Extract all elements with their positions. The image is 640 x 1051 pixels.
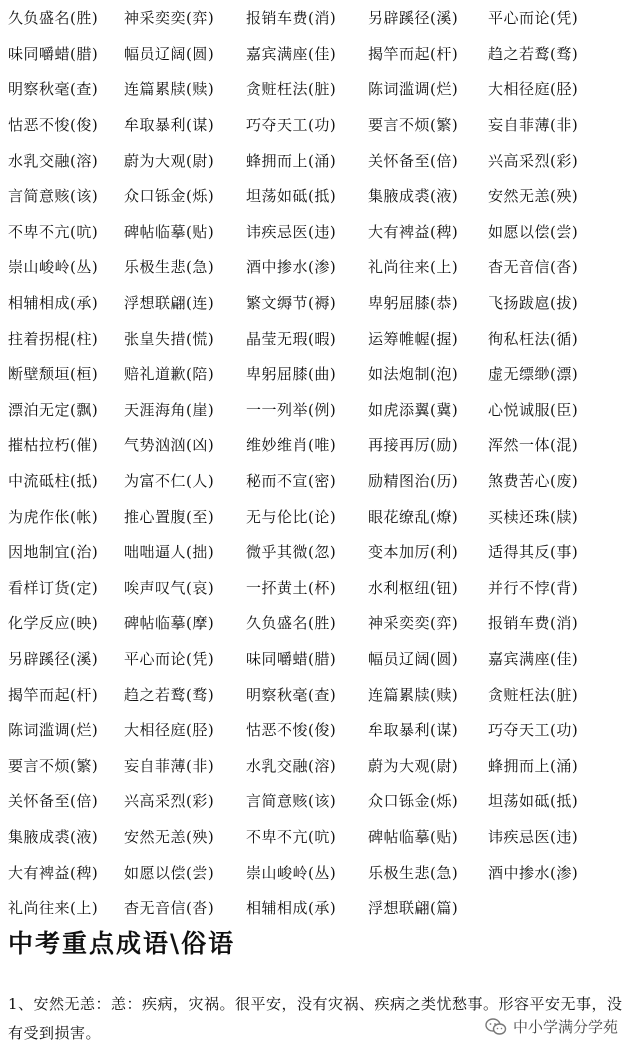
section-heading: 中考重点成语\俗语 bbox=[8, 929, 236, 958]
idiom-cell: 大相径庭(胫) bbox=[124, 721, 215, 740]
idiom-cell: 崇山峻岭(丛) bbox=[246, 863, 337, 882]
idiom-cell: 另辟蹊径(溪) bbox=[368, 9, 459, 28]
idiom-cell: 杳无音信(沓) bbox=[488, 258, 579, 277]
idiom-cell: 为虎作伥(帐) bbox=[8, 507, 99, 526]
idiom-row bbox=[0, 570, 640, 606]
idiom-cell: 牟取暴利(谋) bbox=[124, 116, 215, 135]
idiom-row bbox=[0, 71, 640, 107]
idiom-cell: 酒中掺水(渗) bbox=[246, 258, 337, 277]
idiom-cell: 平心而论(凭) bbox=[124, 649, 215, 668]
idiom-row bbox=[0, 890, 640, 926]
idiom-cell: 虚无缥缈(漂) bbox=[488, 365, 579, 384]
idiom-row bbox=[0, 676, 640, 712]
idiom-cell: 运筹帷幄(握) bbox=[368, 329, 459, 348]
idiom-row bbox=[0, 463, 640, 499]
idiom-cell: 讳疾忌医(违) bbox=[488, 827, 579, 846]
idiom-cell: 变本加厉(利) bbox=[368, 543, 459, 562]
idiom-cell: 一抔黄土(杯) bbox=[246, 578, 337, 597]
watermark-text: 中小学满分学苑 bbox=[512, 1018, 618, 1036]
idiom-cell: 为富不仁(人) bbox=[124, 472, 215, 491]
idiom-cell: 嘉宾满座(佳) bbox=[246, 44, 337, 63]
idiom-cell: 再接再厉(励) bbox=[368, 436, 459, 455]
idiom-cell: 众口铄金(烁) bbox=[368, 792, 459, 811]
idiom-row bbox=[0, 107, 640, 143]
idiom-cell: 不卑不亢(吭) bbox=[246, 827, 337, 846]
idiom-cell: 赔礼道歉(陪) bbox=[124, 365, 215, 384]
idiom-cell: 并行不悖(背) bbox=[488, 578, 579, 597]
idiom-cell: 言简意赅(该) bbox=[8, 187, 99, 206]
idiom-cell: 贪赃枉法(脏) bbox=[246, 80, 337, 99]
idiom-explanation-entry: 1、安然无恙：恙：疾病，灾祸。很平安，没有灾祸、疾病之类忧愁事。形容平安无事，没有受到损害。 bbox=[8, 995, 623, 1042]
idiom-cell: 趋之若鹜(骛) bbox=[124, 685, 215, 704]
idiom-cell: 水乳交融(溶) bbox=[246, 756, 337, 775]
idiom-cell: 礼尚往来(上) bbox=[368, 258, 459, 277]
idiom-cell: 讳疾忌医(违) bbox=[246, 222, 337, 241]
idiom-row bbox=[0, 36, 640, 72]
idiom-cell: 杳无音信(沓) bbox=[124, 899, 215, 918]
idiom-cell: 因地制宜(治) bbox=[8, 543, 99, 562]
idiom-cell: 蜂拥而上(涌) bbox=[246, 151, 337, 170]
idiom-row bbox=[0, 641, 640, 677]
idiom-cell: 趋之若鹜(骛) bbox=[488, 44, 579, 63]
idiom-cell: 适得其反(事) bbox=[488, 543, 579, 562]
idiom-cell: 徇私枉法(循) bbox=[488, 329, 579, 348]
idiom-cell: 巧夺天工(功) bbox=[246, 116, 337, 135]
idiom-cell: 晶莹无瑕(暇) bbox=[246, 329, 337, 348]
idiom-cell: 报销车费(消) bbox=[488, 614, 579, 633]
idiom-cell: 久负盛名(胜) bbox=[8, 9, 99, 28]
idiom-cell: 酒中掺水(渗) bbox=[488, 863, 579, 882]
idiom-cell: 化学反应(映) bbox=[8, 614, 99, 633]
idiom-cell: 明察秋毫(查) bbox=[8, 80, 99, 99]
idiom-cell: 推心置腹(至) bbox=[124, 507, 215, 526]
idiom-cell: 兴高采烈(彩) bbox=[488, 151, 579, 170]
idiom-cell: 安然无恙(殃) bbox=[124, 827, 215, 846]
idiom-cell: 碑帖临摹(摩) bbox=[124, 614, 215, 633]
idiom-cell: 崇山峻岭(丛) bbox=[8, 258, 99, 277]
idiom-cell: 碑帖临摹(贴) bbox=[124, 222, 215, 241]
idiom-cell: 如愿以偿(尝) bbox=[124, 863, 215, 882]
idiom-cell: 维妙维肖(唯) bbox=[246, 436, 337, 455]
idiom-cell: 集腋成裘(液) bbox=[8, 827, 99, 846]
idiom-cell: 浮想联翩(篇) bbox=[368, 899, 459, 918]
idiom-row bbox=[0, 534, 640, 570]
idiom-cell: 巧夺天工(功) bbox=[488, 721, 579, 740]
idiom-cell: 卑躬屈膝(恭) bbox=[368, 294, 459, 313]
idiom-cell: 励精图治(历) bbox=[368, 472, 459, 491]
idiom-cell: 幅员辽阔(圆) bbox=[368, 649, 459, 668]
idiom-cell: 牟取暴利(谋) bbox=[368, 721, 459, 740]
idiom-row bbox=[0, 285, 640, 321]
idiom-cell: 集腋成裘(液) bbox=[368, 187, 459, 206]
idiom-cell: 久负盛名(胜) bbox=[246, 614, 337, 633]
idiom-cell: 心悦诚服(臣) bbox=[488, 400, 579, 419]
idiom-cell: 唉声叹气(哀) bbox=[124, 578, 215, 597]
idiom-cell: 幅员辽阔(圆) bbox=[124, 44, 215, 63]
idiom-cell: 揭竿而起(杆) bbox=[8, 685, 99, 704]
idiom-cell: 气势汹汹(凶) bbox=[124, 436, 215, 455]
idiom-row bbox=[0, 178, 640, 214]
idiom-cell: 浮想联翩(连) bbox=[124, 294, 215, 313]
idiom-cell: 浑然一体(混) bbox=[488, 436, 579, 455]
wechat-icon bbox=[485, 1018, 507, 1036]
idiom-cell: 煞费苦心(废) bbox=[488, 472, 579, 491]
idiom-cell: 相辅相成(承) bbox=[8, 294, 99, 313]
idiom-row bbox=[0, 0, 640, 36]
idiom-cell: 大有裨益(稗) bbox=[368, 222, 459, 241]
idiom-cell: 中流砥柱(抵) bbox=[8, 472, 99, 491]
idiom-row bbox=[0, 498, 640, 534]
idiom-cell: 飞扬跋扈(拔) bbox=[488, 294, 579, 313]
idiom-cell: 蔚为大观(尉) bbox=[368, 756, 459, 775]
idiom-cell: 坦荡如砥(抵) bbox=[246, 187, 337, 206]
idiom-cell: 碑帖临摹(贴) bbox=[368, 827, 459, 846]
idiom-cell: 大相径庭(胫) bbox=[488, 80, 579, 99]
idiom-row bbox=[0, 747, 640, 783]
idiom-row bbox=[0, 249, 640, 285]
idiom-cell: 兴高采烈(彩) bbox=[124, 792, 215, 811]
idiom-row bbox=[0, 320, 640, 356]
idiom-cell: 乐极生悲(急) bbox=[124, 258, 215, 277]
idiom-cell: 相辅相成(承) bbox=[246, 899, 337, 918]
idiom-cell: 张皇失措(慌) bbox=[124, 329, 215, 348]
idiom-cell: 如法炮制(泡) bbox=[368, 365, 459, 384]
idiom-row bbox=[0, 427, 640, 463]
idiom-row bbox=[0, 605, 640, 641]
idiom-row bbox=[0, 854, 640, 890]
idiom-cell: 嘉宾满座(佳) bbox=[488, 649, 579, 668]
idiom-cell: 咄咄逼人(拙) bbox=[124, 543, 215, 562]
idiom-cell: 安然无恙(殃) bbox=[488, 187, 579, 206]
idiom-cell: 蜂拥而上(涌) bbox=[488, 756, 579, 775]
idiom-cell: 一一列举(例) bbox=[246, 400, 337, 419]
idiom-cell: 关怀备至(倍) bbox=[8, 792, 99, 811]
idiom-cell: 漂泊无定(飘) bbox=[8, 400, 99, 419]
watermark bbox=[481, 1014, 622, 1039]
idiom-cell: 味同嚼蜡(腊) bbox=[8, 44, 99, 63]
idiom-cell: 不卑不亢(吭) bbox=[8, 222, 99, 241]
idiom-cell: 买椟还珠(牍) bbox=[488, 507, 579, 526]
idiom-cell: 怙恶不悛(俊) bbox=[8, 116, 99, 135]
idiom-row bbox=[0, 783, 640, 819]
idiom-cell: 无与伦比(论) bbox=[246, 507, 337, 526]
idiom-cell: 连篇累牍(赎) bbox=[124, 80, 215, 99]
idiom-cell: 言简意赅(该) bbox=[246, 792, 337, 811]
idiom-cell: 乐极生悲(急) bbox=[368, 863, 459, 882]
idiom-cell: 平心而论(凭) bbox=[488, 9, 579, 28]
idiom-cell: 水乳交融(溶) bbox=[8, 151, 99, 170]
idiom-cell: 贪赃枉法(脏) bbox=[488, 685, 579, 704]
idiom-cell: 礼尚往来(上) bbox=[8, 899, 99, 918]
idiom-cell: 坦荡如砥(抵) bbox=[488, 792, 579, 811]
idiom-cell: 连篇累牍(赎) bbox=[368, 685, 459, 704]
idiom-row bbox=[0, 142, 640, 178]
idiom-row bbox=[0, 392, 640, 428]
idiom-cell: 秘而不宣(密) bbox=[246, 472, 337, 491]
idiom-cell: 微乎其微(忽) bbox=[246, 543, 337, 562]
idiom-cell: 陈词滥调(烂) bbox=[8, 721, 99, 740]
idiom-cell: 陈词滥调(烂) bbox=[368, 80, 459, 99]
idiom-cell: 繁文缛节(褥) bbox=[246, 294, 337, 313]
idiom-cell: 看样订货(定) bbox=[8, 578, 99, 597]
idiom-cell: 揭竿而起(杆) bbox=[368, 44, 459, 63]
idiom-row bbox=[0, 712, 640, 748]
idiom-cell: 蔚为大观(尉) bbox=[124, 151, 215, 170]
idiom-cell: 神采奕奕(弈) bbox=[368, 614, 459, 633]
idiom-cell: 如虎添翼(冀) bbox=[368, 400, 459, 419]
idiom-row bbox=[0, 356, 640, 392]
idiom-cell: 众口铄金(烁) bbox=[124, 187, 215, 206]
idiom-cell: 妄自菲薄(非) bbox=[488, 116, 579, 135]
idiom-cell: 水利枢纽(钮) bbox=[368, 578, 459, 597]
idiom-cell: 妄自菲薄(非) bbox=[124, 756, 215, 775]
idiom-cell: 怙恶不悛(俊) bbox=[246, 721, 337, 740]
idiom-row bbox=[0, 214, 640, 250]
idiom-cell: 天涯海角(崖) bbox=[124, 400, 215, 419]
idiom-cell: 明察秋毫(查) bbox=[246, 685, 337, 704]
idiom-cell: 如愿以偿(尝) bbox=[488, 222, 579, 241]
idiom-cell: 报销车费(消) bbox=[246, 9, 337, 28]
idiom-cell: 摧枯拉朽(催) bbox=[8, 436, 99, 455]
idiom-cell: 拄着拐棍(柱) bbox=[8, 329, 99, 348]
idiom-cell: 另辟蹊径(溪) bbox=[8, 649, 99, 668]
idiom-cell: 大有裨益(稗) bbox=[8, 863, 99, 882]
idiom-cell: 卑躬屈膝(曲) bbox=[246, 365, 337, 384]
idiom-cell: 要言不烦(繁) bbox=[368, 116, 459, 135]
idiom-row bbox=[0, 819, 640, 855]
idiom-cell: 神采奕奕(弈) bbox=[124, 9, 215, 28]
idiom-cell: 断壁颓垣(桓) bbox=[8, 365, 99, 384]
idiom-cell: 关怀备至(倍) bbox=[368, 151, 459, 170]
idiom-cell: 要言不烦(繁) bbox=[8, 756, 99, 775]
idiom-cell: 眼花缭乱(燎) bbox=[368, 507, 459, 526]
idiom-cell: 味同嚼蜡(腊) bbox=[246, 649, 337, 668]
